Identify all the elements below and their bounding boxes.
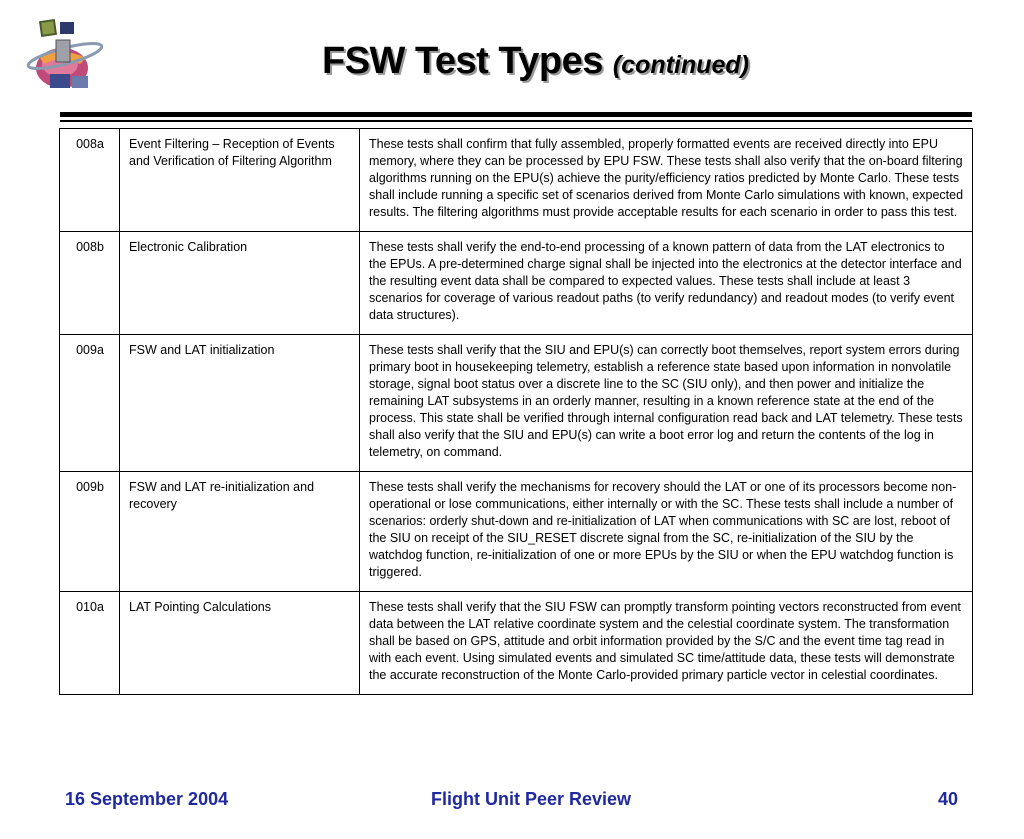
footer-event: Flight Unit Peer Review — [431, 789, 632, 809]
test-description-cell: These tests shall verify that the SIU FSW can promptly transform pointing vectors reconstructed from event data between the LAT relative coordinate system and the celestial coordinate system. The transformation shall be based on GPS, attitude and orbit information provided by the S/C and the event time tag read in with each event. Using simulated events and simulated SC time/attitude data, these tests will demonstrate the accurate reconstruction of the Monte Carlo-provided primary particle vector in celestial coordinates. — [360, 592, 973, 695]
title-main: FSW Test Types — [322, 40, 603, 82]
footer-date: 16 September 2004 — [65, 789, 229, 809]
test-name-cell: FSW and LAT initialization — [120, 335, 360, 472]
test-id-cell: 009b — [60, 472, 120, 592]
test-description-cell: These tests shall verify that the SIU and EPU(s) can correctly boot themselves, report system errors during primary boot in housekeeping telemetry, establish a reference state based upon information in nonvolatile storage, signal boot status over a discrete line to the SC (SIU only), and then power and initialize the remaining LAT subsystems in an orderly manner, resulting in a known reference state at the end of the process. This state shall be verified through internal configuration read back and LAT telemetry. These tests shall also verify that the SIU and EPU(s) can write a boot error log and return the contents of the log in telemetry, on command. — [360, 335, 973, 472]
table-row — [60, 472, 973, 592]
test-description-cell: These tests shall verify the end-to-end processing of a known pattern of data from the LAT electronics to the EPUs. A pre-determined charge signal shall be injected into the electronics at the detector interface and the resulting event data shall be compared to expected values. These tests shall include at least 3 scenarios for coverage of various readout paths (to verify redundancy) and readout modes (to verify event data structures). — [360, 232, 973, 335]
title-subtitle: (continued) — [612, 51, 750, 79]
title-rule-thick — [60, 112, 972, 117]
test-description-cell: These tests shall verify the mechanisms for recovery should the LAT or one of its processors become non-operational or lose communications, either internally or with the SC. These tests shall include a number of scenarios: orderly shut-down and re-initialization of LAT when communications with SC are lost, reboot of the SIU on receipt of the SIU_RESET discrete signal from the SC, re-initialization of the SIU by the watchdog function, re-initialization of one or more EPUs by the SIU or when the EPU watchdog function is triggered. — [360, 472, 973, 592]
test-id-cell: 008b — [60, 232, 120, 335]
test-name-cell: LAT Pointing Calculations — [120, 592, 360, 695]
title-rule-thin — [60, 120, 972, 122]
test-name-cell: Event Filtering – Reception of Events and Verification of Filtering Algorithm — [120, 129, 360, 232]
page-title — [322, 40, 749, 83]
test-id-cell: 009a — [60, 335, 120, 472]
test-name-cell: FSW and LAT re-initialization and recovery — [120, 472, 360, 592]
footer-page-number: 40 — [938, 789, 959, 809]
test-description-cell: These tests shall confirm that fully assembled, properly formatted events are received directly into EPU memory, where they can be processed by EPU FSW. These tests shall also verify that the on-board filtering algorithms running on the EPU(s) achieve the purity/efficiency ratios predicted by Monte Carlo. These tests shall include running a specific set of scenarios derived from Monte Carlo simulations with known, expected results. The filtering algorithms must provide acceptable results for each scenario in order to pass this test. — [360, 129, 973, 232]
table-row — [60, 335, 973, 472]
table-row — [60, 129, 973, 232]
test-id-cell: 008a — [60, 129, 120, 232]
test-id-cell: 010a — [60, 592, 120, 695]
satellite-earth-logo-icon — [20, 18, 110, 98]
test-types-table — [59, 128, 973, 695]
table-row — [60, 232, 973, 335]
table-row — [60, 592, 973, 695]
test-name-cell: Electronic Calibration — [120, 232, 360, 335]
